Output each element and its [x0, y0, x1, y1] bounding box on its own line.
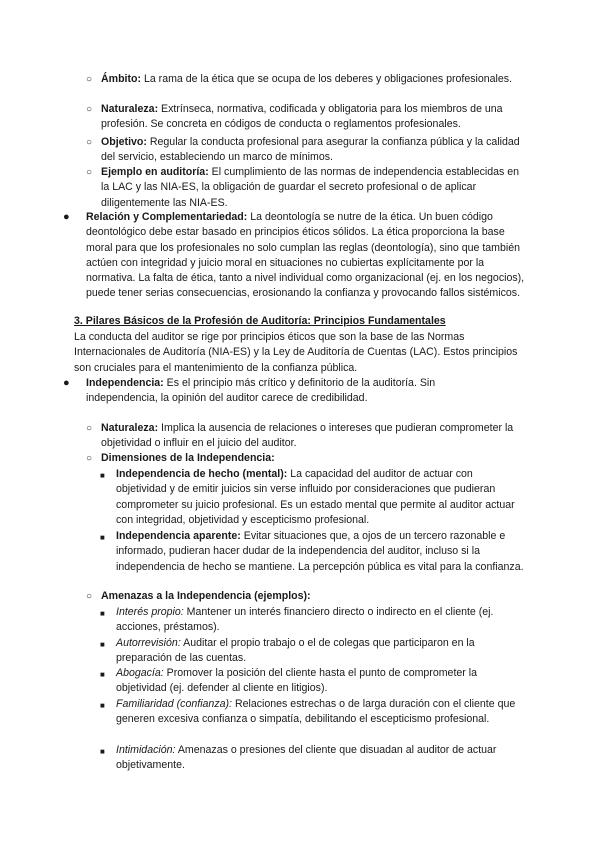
list-item-objetivo: [101, 135, 521, 166]
dot-bullet-icon: ●: [63, 377, 70, 389]
item-text: Evitar situaciones que, a ojos de un tercero razonable e informado, pudieran hacer dudar de la independencia del auditor, incluso si la independencia de hecho se mantiene. La percepción pública es vital para la confianza.: [116, 530, 524, 573]
square-bullet-icon: ■: [100, 609, 105, 618]
item-label: Naturaleza:: [101, 422, 159, 434]
list-item-naturaleza: [101, 102, 526, 133]
list-item-ejemplo: [101, 165, 526, 211]
circle-bullet-icon: ○: [86, 591, 93, 602]
square-bullet-icon: ■: [100, 640, 105, 649]
item-label: Ámbito:: [101, 73, 142, 85]
list-item-ambito: [101, 72, 521, 87]
item-text: Extrínseca, normativa, codificada y obligatoria para los miembros de una profesión. Se concreta en códigos de conducta o reglamentos profesionales.: [101, 103, 503, 131]
dot-bullet-icon: ●: [63, 211, 70, 223]
list-item-amenazas: [101, 589, 521, 604]
list-item-abogacia: [116, 666, 526, 697]
item-label: Autorrevisión:: [116, 637, 181, 649]
circle-bullet-icon: ○: [86, 74, 93, 85]
square-bullet-icon: ■: [100, 533, 105, 542]
item-text: La deontología se nutre de la ética. Un buen código deontológico debe estar basado en principios éticos sólidos. La ética proporciona la base moral para que los profesionales no solo cumplan las reglas (deontología), sino que también actúen con integridad y juicio moral en situaciones no cubiertas explícitamente por la normativa. La falta de ética, tanto a nivel individual como organizacional (ej. en los negocios), puede tener serias consecuencias, erosionando la confianza y provocando fallos sistémicos.: [86, 211, 525, 300]
item-text: Regular la conducta profesional para asegurar la confianza pública y la calidad del servicio, estableciendo un marco de mínimos.: [101, 136, 520, 164]
list-item-familiaridad: [116, 697, 526, 728]
item-text: Promover la posición del cliente hasta el punto de comprometer la objetividad (ej. defender al cliente en litigios).: [116, 667, 477, 695]
circle-bullet-icon: ○: [86, 453, 93, 464]
list-item-naturaleza-independencia: [101, 421, 531, 452]
item-label: Independencia de hecho (mental):: [116, 468, 288, 480]
item-label: Amenazas a la Independencia (ejemplos):: [101, 590, 311, 602]
item-label: Familiaridad (confianza):: [116, 698, 232, 710]
item-label: Intimidación:: [116, 744, 176, 756]
item-label: Relación y Complementariedad:: [86, 211, 248, 223]
item-text: Auditar el propio trabajo o el de colegas que participaron en la preparación de las cuentas.: [116, 637, 475, 665]
square-bullet-icon: ■: [100, 701, 105, 710]
list-item-relacion: [86, 210, 526, 302]
list-item-dimensiones: [101, 451, 521, 466]
item-text: El cumplimiento de las normas de independencia establecidas en la LAC y las NIA-ES, la obligación de guardar el secreto profesional o de aplicar diligentemente las NIA-ES.: [101, 166, 520, 209]
item-label: Naturaleza:: [101, 103, 159, 115]
item-text: La rama de la ética que se ocupa de los deberes y obligaciones profesionales.: [141, 73, 513, 85]
circle-bullet-icon: ○: [86, 423, 93, 434]
item-text: La capacidad del auditor de actuar con objetividad y de emitir juicios sin verse influido por consideraciones que pudieran comprometer su juicio profesional. Es un estado mental que permite al auditor actuar con integridad, objetividad y escepticismo profesional.: [116, 468, 515, 526]
list-item-intimidacion: [116, 743, 526, 774]
circle-bullet-icon: ○: [86, 167, 93, 178]
item-text: Implica la ausencia de relaciones o intereses que pudieran comprometer la objetividad o influir en el juicio del auditor.: [101, 422, 514, 450]
item-text: Es el principio más crítico y definitorio de la auditoría. Sin independencia, la opinión del auditor carece de credibilidad.: [86, 377, 436, 405]
item-label: Dimensiones de la Independencia:: [101, 452, 275, 464]
item-label: Abogacía:: [116, 667, 164, 679]
item-label: Independencia:: [86, 377, 164, 389]
list-item-aparente: [116, 529, 526, 575]
square-bullet-icon: ■: [100, 471, 105, 480]
circle-bullet-icon: ○: [86, 104, 93, 115]
item-label: Objetivo:: [101, 136, 147, 148]
square-bullet-icon: ■: [100, 670, 105, 679]
item-label: Independencia aparente:: [116, 530, 241, 542]
list-item-interes-propio: [116, 605, 526, 636]
list-item-autorrevision: [116, 636, 526, 667]
item-text: Mantener un interés financiero directo o indirecto en el cliente (ej. acciones, préstamos).: [116, 606, 494, 634]
list-item-independencia: [86, 376, 486, 407]
item-text: Amenazas o presiones del cliente que disuadan al auditor de actuar objetivamente.: [116, 744, 497, 772]
item-label: Interés propio:: [116, 606, 184, 618]
intro-paragraph: La conducta del auditor se rige por principios éticos que son la base de las Normas Internacionales de Auditoría (NIA-ES) y la Ley de Auditoría de Cuentas (LAC). Estos principios son cruciales para el mantenimiento de la confianza pública.: [74, 331, 518, 374]
item-text: Relaciones estrechas o de larga duración con el cliente que generen excesiva confianza o simpatía, debilitando el escepticismo profesional.: [116, 698, 516, 726]
square-bullet-icon: ■: [100, 747, 105, 756]
section-heading: 3. Pilares Básicos de la Profesión de Auditoría: Principios Fundamentales: [74, 315, 446, 327]
circle-bullet-icon: ○: [86, 137, 93, 148]
list-item-hecho: [116, 467, 526, 528]
item-label: Ejemplo en auditoría:: [101, 166, 209, 178]
